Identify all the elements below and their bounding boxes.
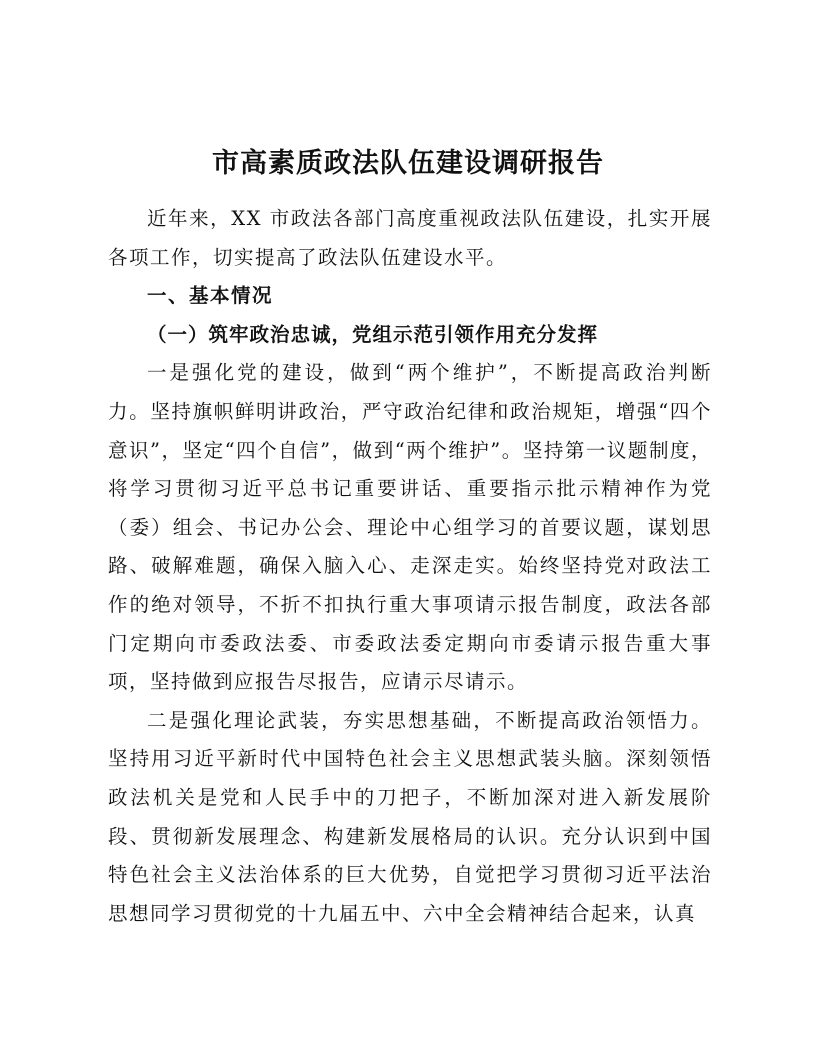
body-paragraph-2: 二是强化理论武装，夯实思想基础，不断提高政治领悟力。坚持用习近平新时代中国特色社会主义思想武装头脑。深刻领悟政法机关是党和人民手中的刀把子，不断加深对进入新发展阶段、贯彻新发展理念、构建新发展格局的认识。充分认识到中国特色社会主义法治体系的巨大优势，自觉把学习贯彻习近平法治思想同学习贯彻党的十九届五中、六中全会精神结合起来，认真: [108, 708, 712, 925]
document-body: [108, 200, 712, 933]
section-heading: 一、基本情况: [147, 284, 274, 308]
document-title: 市高素质政法队伍建设调研报告: [212, 148, 604, 179]
subsection-heading: （一）筑牢政治忠诚，党组示范引领作用充分发挥: [147, 322, 599, 346]
intro-paragraph: 近年来，XX 市政法各部门高度重视政法队伍建设，扎实开展各项工作，切实提高了政法队伍建设水平。: [108, 207, 712, 269]
body-paragraph-1: 一是强化党的建设，做到“两个维护”，不断提高政治判断力。坚持旗帜鲜明讲政治，严守政治纪律和政治规矩，增强“四个意识”，坚定“四个自信”，做到“两个维护”。坚持第一议题制度，将学习贯彻习近平总书记重要讲话、重要指示批示精神作为党（委）组会、书记办公会、理论中心组学习的首要议题，谋划思路、破解难题，确保入脑入心、走深走实。始终坚持党对政法工作的绝对领导，不折不扣执行重大事项请示报告制度，政法各部门定期向市委政法委、市委政法委定期向市委请示报告重大事项，坚持做到应报告尽报告，应请示尽请示。: [108, 361, 712, 694]
